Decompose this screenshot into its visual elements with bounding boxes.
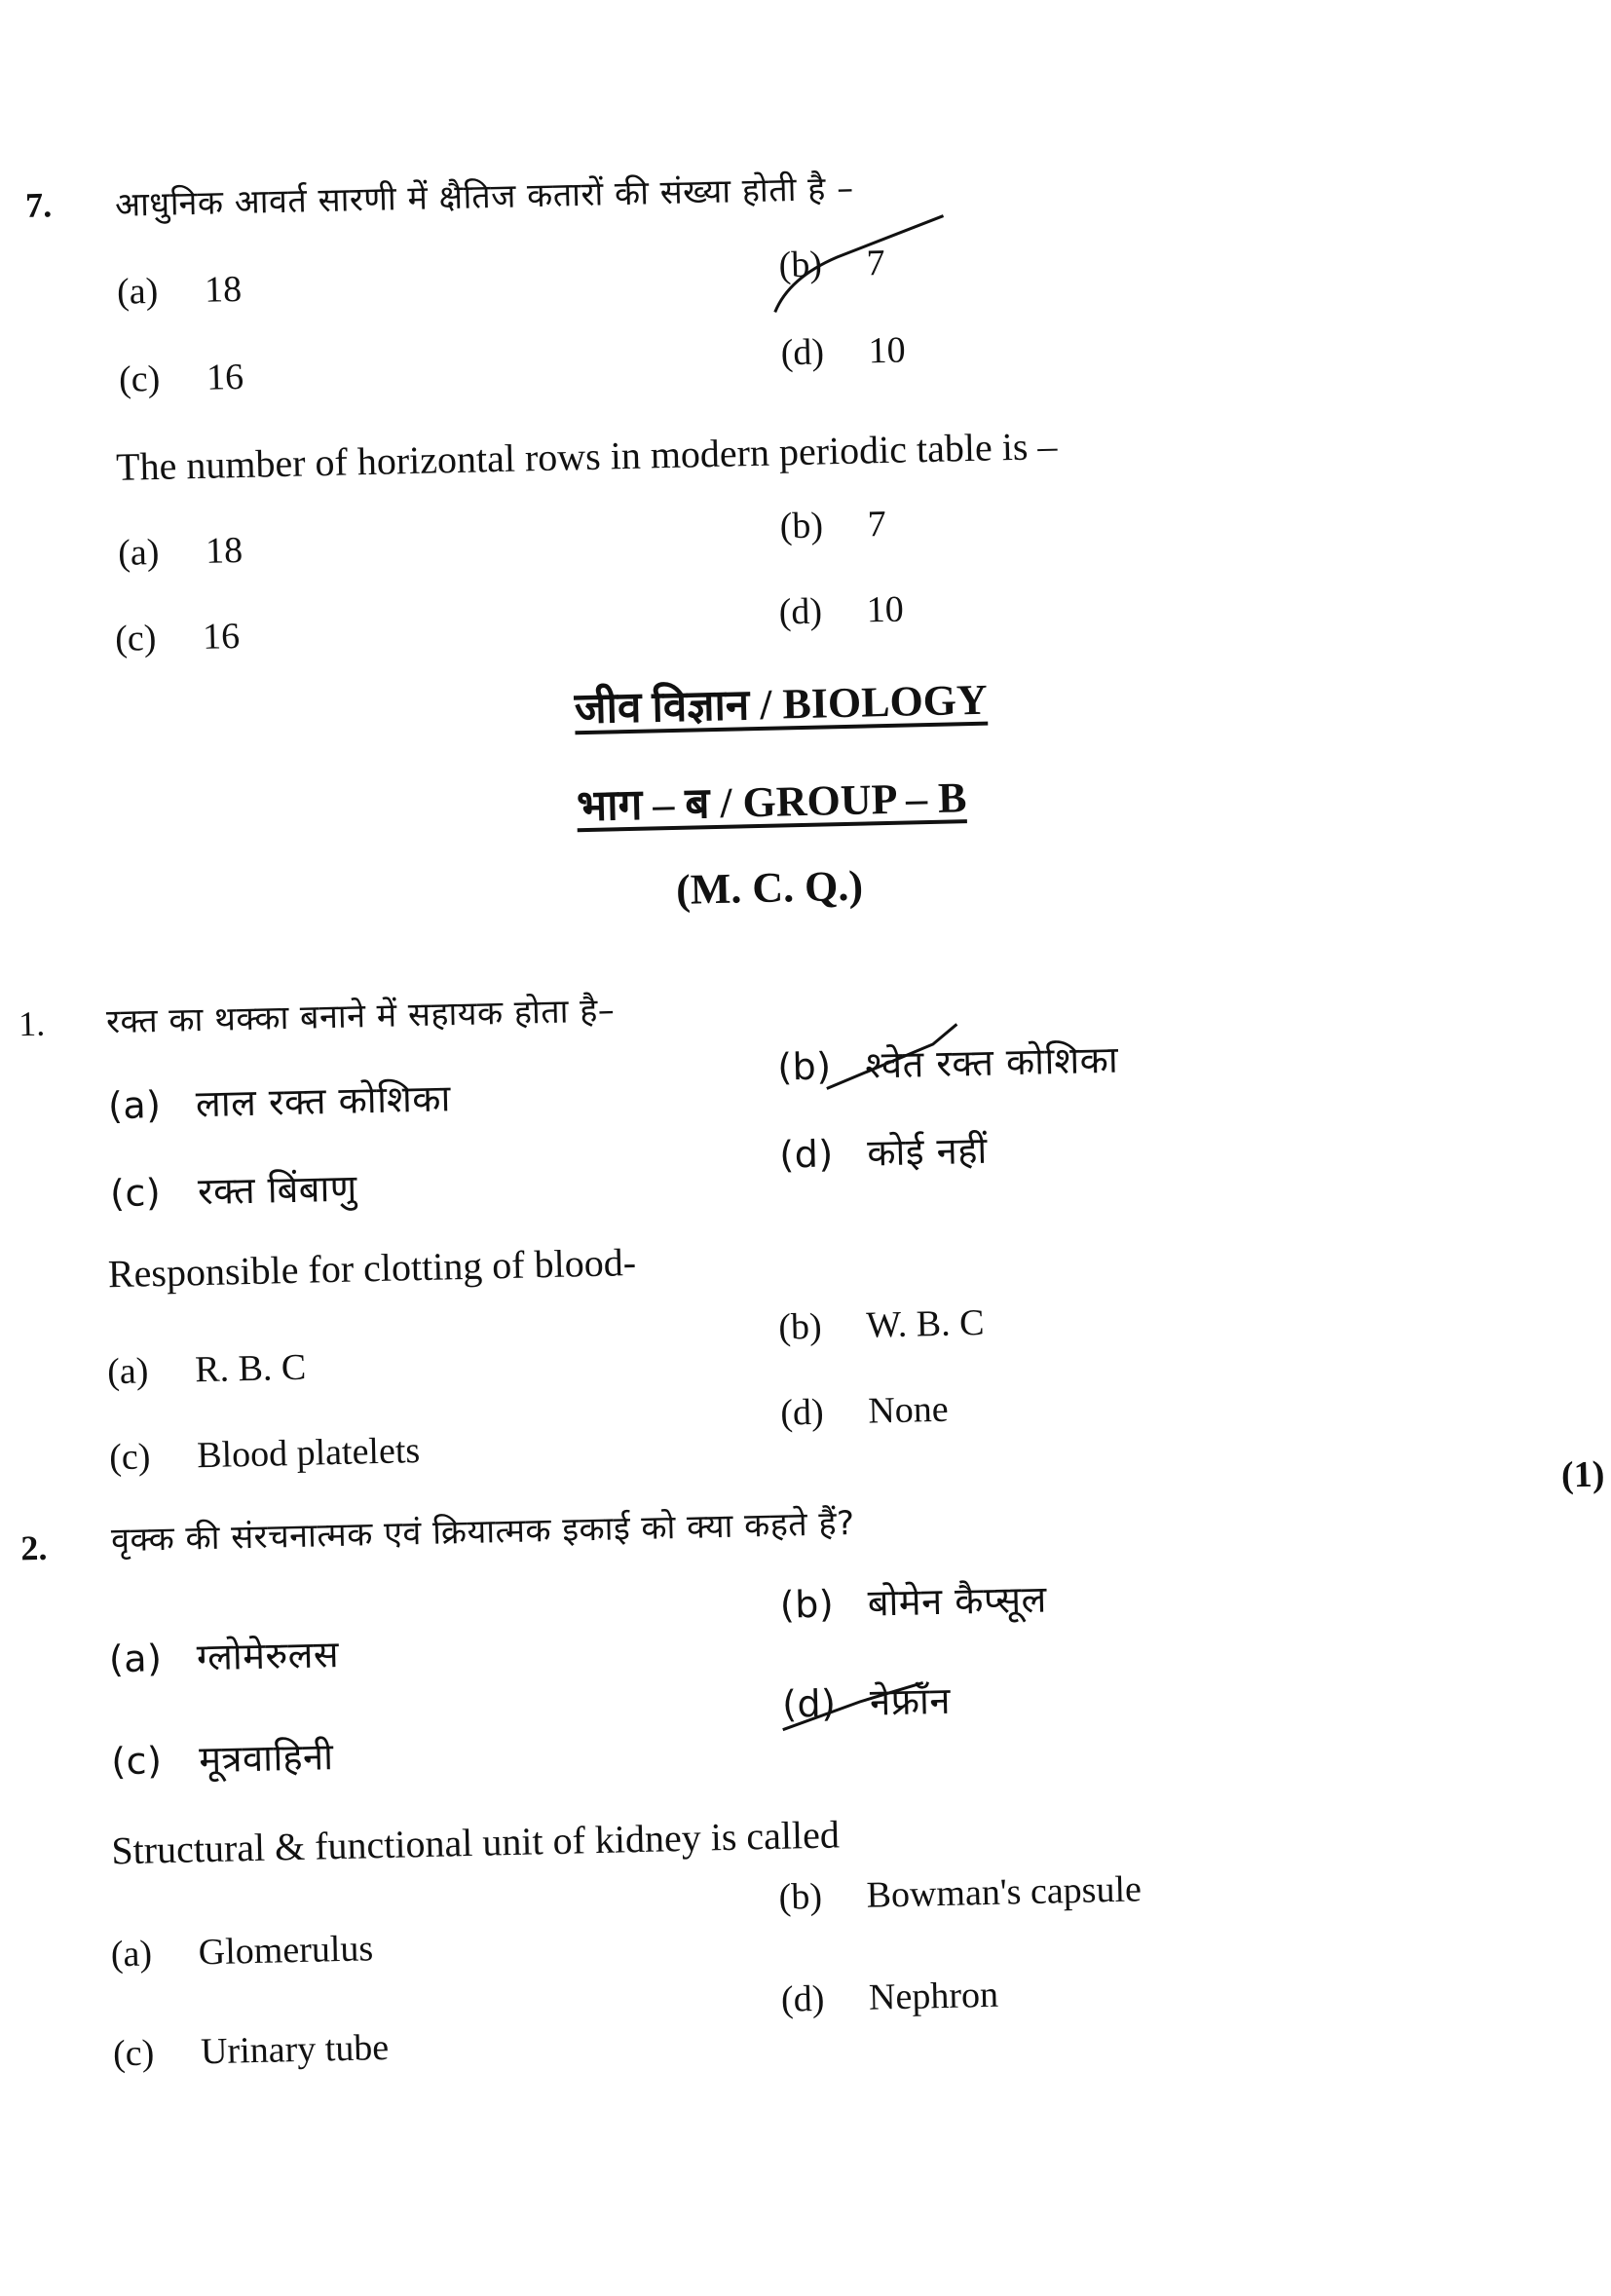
question-text-hindi: आधुनिक आवर्त सारणी में क्षैतिज कतारों की संख्या होती है – xyxy=(114,169,855,225)
option-c: (c) 16 xyxy=(118,356,244,400)
option-c: (c) 16 xyxy=(114,616,241,659)
question-text-hindi: वृक्क की संरचनात्मक एवं क्रियात्मक इकाई को क्या कहते हैं? xyxy=(110,1503,856,1561)
option-a: (a) Glomerulus xyxy=(110,1928,374,1976)
option-c: (c) Urinary tube xyxy=(112,2026,390,2075)
page-marker: (1) xyxy=(1560,1453,1605,1496)
question-text-english: Structural & functional unit of kidney is called xyxy=(110,1812,841,1873)
option-c: (c) Blood platelets xyxy=(108,1430,421,1479)
option-d: (d) 10 xyxy=(778,588,905,633)
option-b: (b) W. B. C xyxy=(777,1301,985,1348)
option-c: (c) रक्त बिंबाणु xyxy=(109,1166,358,1216)
mcq-heading: (M. C. Q.) xyxy=(675,861,864,914)
option-a: (a) 18 xyxy=(116,268,243,313)
option-b: (b) श्वेत रक्त कोशिका xyxy=(776,1037,1119,1089)
option-d: (d) कोई नहीं xyxy=(778,1128,989,1177)
option-b: (b) 7 xyxy=(778,242,886,286)
option-d: (d) 10 xyxy=(780,329,907,374)
option-a: (a) R. B. C xyxy=(106,1346,307,1393)
group-heading: भाग – ब / GROUP – B xyxy=(576,773,967,831)
option-a: (a) 18 xyxy=(117,529,244,574)
question-number: 7. xyxy=(24,185,53,225)
option-d: (d) नेफ्रॉन xyxy=(781,1678,952,1726)
question-text-english: The number of horizontal rows in modern periodic table is – xyxy=(115,423,1058,489)
question-text-hindi: रक्त का थक्का बनाने में सहायक होता है– xyxy=(105,991,616,1042)
option-a: (a) लाल रक्त कोशिका xyxy=(107,1076,452,1128)
option-d: (d) Nephron xyxy=(780,1974,999,2020)
option-c: (c) मूत्रवाहिनी xyxy=(110,1735,334,1784)
option-b: (b) बोमेन कैप्सूल xyxy=(779,1577,1048,1627)
subject-heading: जीव विज्ञान / BIOLOGY xyxy=(574,675,989,734)
option-a: (a) ग्लोमेरुलस xyxy=(108,1633,340,1681)
option-b: (b) 7 xyxy=(779,503,887,547)
option-b: (b) Bowman's capsule xyxy=(778,1868,1143,1918)
question-number: 1. xyxy=(18,1003,46,1044)
option-d: (d) None xyxy=(779,1388,950,1434)
question-text-english: Responsible for clotting of blood- xyxy=(107,1239,637,1297)
question-number: 2. xyxy=(19,1527,48,1568)
